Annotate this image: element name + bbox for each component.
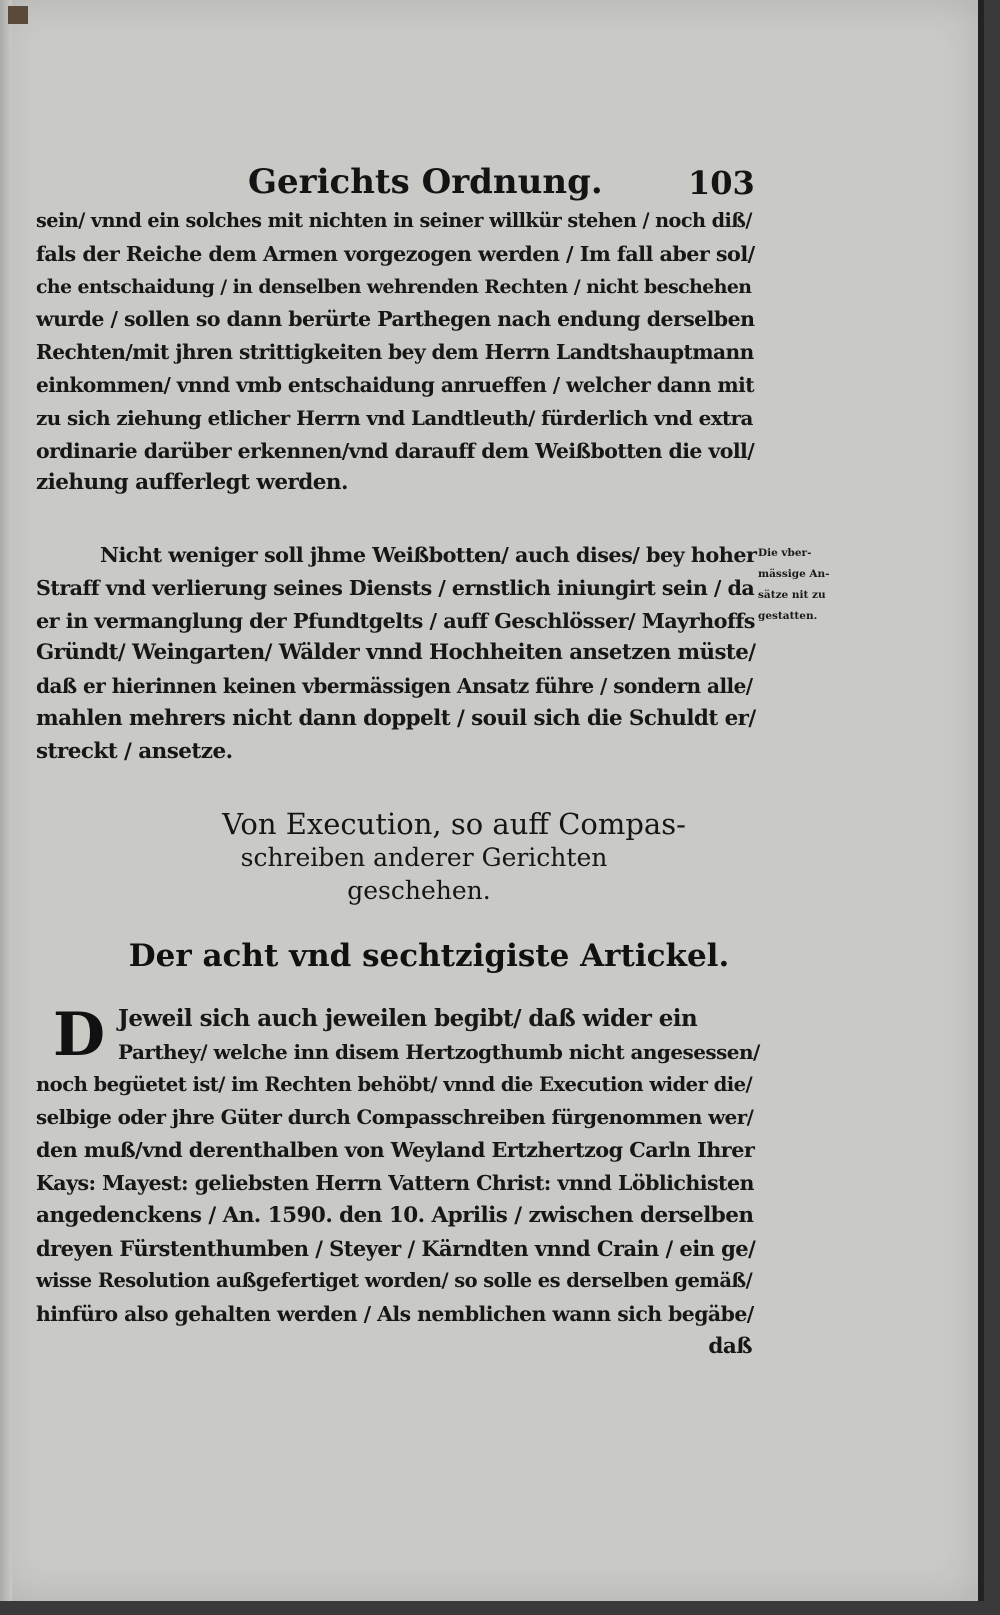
paragraph-2 <box>36 539 756 769</box>
text-line: Gründt/ Weingarten/ Wälder vnnd Hochheiten ansetzen müste/ <box>36 640 756 666</box>
paragraph-1 <box>36 205 756 500</box>
text-line: ziehung aufferlegt werden. <box>36 470 348 496</box>
text-line: angedenckens / An. 1590. den 10. Aprilis / zwischen derselben <box>36 1202 754 1228</box>
section-heading-line: schreiben anderer Gerichten <box>240 843 608 872</box>
text-line: Kays: Mayest: geliebsten Herrn Vattern Christ: vnnd Löblichisten <box>36 1170 754 1195</box>
section-heading-line: geschehen. <box>347 876 491 905</box>
article-title: Der acht vnd sechtzigiste Artickel. <box>128 938 730 974</box>
text-line: che entschaidung / in denselben wehrenden Rechten / nicht beschehen <box>36 275 752 298</box>
text-line: einkommen/ vnnd vmb entschaidung anrueffen / welcher dann mit <box>36 372 754 397</box>
margin-note-line: gestatten. <box>758 610 818 622</box>
text-line: selbige oder jhre Güter durch Compasschreiben fürgenommen wer/ <box>36 1105 754 1130</box>
text-line: Nicht weniger soll jhme Weißbotten/ auch dises/ bey hoher <box>100 542 757 567</box>
text-line: daß er hierinnen keinen vbermässigen Ansatz führe / sondern alle/ <box>36 674 753 699</box>
paragraph-3 <box>36 1000 760 1364</box>
text-line: er in vermanglung der Pfundtgelts / auff Geschlösser/ Mayrhoffs <box>36 607 755 633</box>
text-line: fals der Reiche dem Armen vorgezogen werden / Im fall aber sol/ <box>36 241 755 266</box>
text-line: den muß/vnd derenthalben von Weyland Ertzhertzog Carln Ihrer <box>36 1137 755 1163</box>
margin-note-line: mässige An- <box>758 568 830 580</box>
decorated-initial: D <box>52 1000 106 1070</box>
text-line: Rechten/mit jhren strittigkeiten bey dem Herrn Landtshauptmann <box>36 340 754 365</box>
margin-note-line: sätze nit zu <box>758 589 826 601</box>
page-gutter-shadow <box>0 0 12 1601</box>
page-header <box>0 162 978 210</box>
text-line: wurde / sollen so dann berürte Parthegen nach endung derselben <box>36 307 755 332</box>
text-line: Jeweil sich auch jeweilen begibt/ daß wider ein <box>118 1005 698 1032</box>
text-line: hinfüro also gehalten werden / Als nemblichen wann sich begäbe/ <box>36 1302 754 1327</box>
text-line: dreyen Fürstenthumben / Steyer / Kärndten vnnd Crain / ein ge/ <box>36 1235 756 1261</box>
text-line: noch begüetet ist/ im Rechten behöbt/ vnnd die Execution wider die/ <box>36 1072 753 1096</box>
section-heading-line: Von Execution, so auff Compas- <box>222 807 686 841</box>
catchword: daß <box>708 1333 752 1359</box>
text-line: Straff vnd verlierung seines Diensts / ernstlich iniungirt sein / da <box>36 575 755 600</box>
text-line: ordinarie darüber erkennen/vnd darauff dem Weißbotten die voll/ <box>36 438 755 463</box>
text-line: zu sich ziehung etlicher Herrn vnd Landtleuth/ fürderlich vnd extra <box>36 405 753 430</box>
margin-note <box>758 543 848 627</box>
text-line: wisse Resolution außgefertiget worden/ so solle es derselben gemäß/ <box>36 1269 753 1293</box>
text-line: streckt / ansetze. <box>36 738 233 764</box>
text-line: sein/ vnnd ein solches mit nichten in seiner willkür stehen / noch diß/ <box>36 209 752 232</box>
running-title: Gerichts Ordnung. <box>248 162 603 202</box>
page-number: 103 <box>688 164 755 202</box>
section-heading <box>0 808 978 907</box>
margin-note-line: Die vber- <box>758 547 812 559</box>
text-line: mahlen mehrers nicht dann doppelt / souil sich die Schuldt er/ <box>36 705 756 731</box>
scan-corner-mark <box>8 6 28 24</box>
text-line: Parthey/ welche inn disem Hertzogthumb nicht angesessen/ <box>118 1039 760 1064</box>
